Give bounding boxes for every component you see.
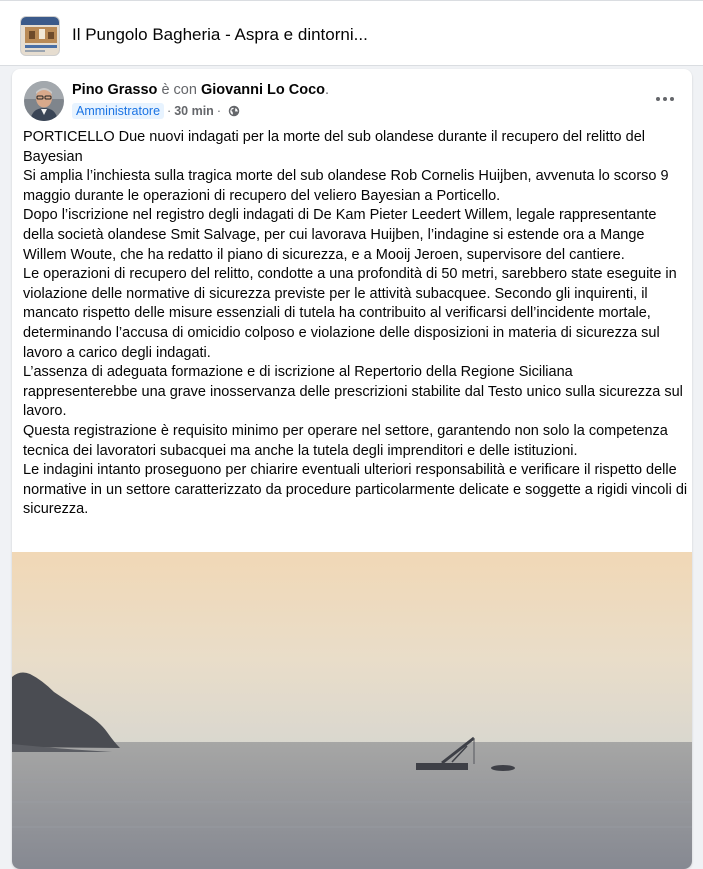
author-name[interactable]: Pino Grasso — [72, 82, 158, 98]
more-options-icon[interactable] — [652, 89, 678, 109]
group-thumbnail[interactable] — [20, 16, 60, 56]
post-timestamp[interactable]: 30 min — [174, 104, 214, 118]
post-body — [23, 128, 688, 520]
post-paragraph: Dopo l’iscrizione nel registro degli indagati di De Kam Pieter Leedert Willem, legale rappresentante della società olandese Smit Salvage, per cui lavorava Huijben, l’indagine si estende ora a Mange Willem Woute, che ha redatto il piano di sicurezza, e a Mooij Jeroen, supervisore del cantiere. — [23, 207, 657, 263]
post-paragraph: Si amplia l’inchiesta sulla tragica morte del sub olandese Rob Cornelis Huijben, avvenuta lo scorso 9 maggio durante le operazioni di recupero del veliero Bayesian a Porticello. — [23, 168, 669, 204]
post-paragraph: Le operazioni di recupero del relitto, condotte a una profondità di 50 metri, sarebbero state eseguite in violazione delle normative di sicurezza previste per le attività subacquee. Secondo gli inquirenti, il mancato rispetto delle misure essenziali di tutela ha contribuito al verificarsi dell’incidente mortale, determinando l’accusa di omicidio colposo e violazione delle disposizioni in materia di sicurezza sul lavoro a carico degli indagati. — [23, 266, 677, 361]
small-boat — [491, 765, 515, 771]
post-paragraph: Questa registrazione è requisito minimo per operare nel settore, garantendo non solo la competenza tecnica dei lavoratori subacquei ma anche la tutela degli imprenditori e delle istituzioni. — [23, 422, 668, 459]
post-paragraph: L’assenza di adeguata formazione e di iscrizione al Repertorio della Regione Siciliana rappresenterebbe una grave inosservanza delle prescrizioni stabilite dal Testo unico sulla sicurezza sul lavoro. — [23, 364, 683, 420]
tagged-suffix: . — [325, 82, 330, 98]
globe-icon[interactable] — [228, 105, 240, 117]
sea-photo — [12, 552, 692, 869]
tagged-person[interactable]: Giovanni Lo Coco — [200, 82, 326, 98]
group-title[interactable]: Il Pungolo Bagheria - Aspra e dintorni... — [72, 25, 368, 44]
post-paragraph: PORTICELLO Due nuovi indagati per la morte del sub olandese durante il recupero del relitto del Bayesian — [23, 129, 645, 165]
role-badge[interactable]: Amministratore — [72, 103, 164, 119]
meta-separator: · — [167, 104, 172, 118]
post-card — [12, 69, 692, 869]
group-thumbnail-image — [21, 17, 60, 56]
group-header — [0, 0, 703, 66]
author-avatar[interactable] — [24, 81, 64, 121]
author-line — [72, 82, 329, 98]
post-meta — [72, 103, 240, 119]
post-paragraph: Le indagini intanto proseguono per chiarire eventuali ulteriori responsabilità e verificare il rispetto delle normative in un settore caratterizzato da procedure particolarmente delicate e soggette a rigidi vincoli di sicurezza. — [23, 462, 688, 518]
with-text: è con — [161, 82, 197, 98]
post-photo[interactable] — [12, 552, 692, 869]
meta-separator-2: · — [216, 104, 221, 118]
